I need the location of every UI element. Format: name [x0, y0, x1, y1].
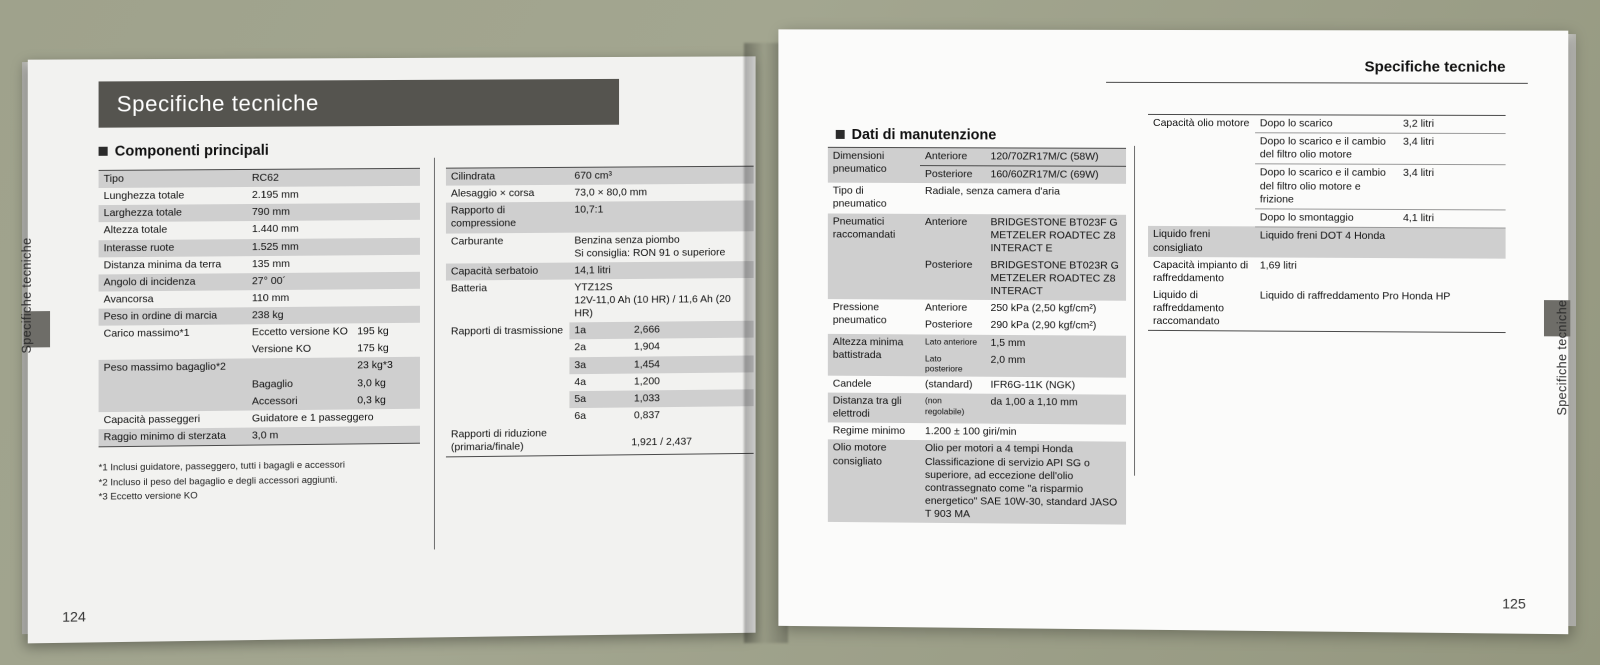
spec-label: Dimensioni pneumatico	[828, 147, 920, 183]
spec-label: Altezza minima battistrada	[828, 333, 920, 376]
spec-value: 3,4 litri	[1398, 165, 1506, 210]
spec-value: 2a 1,904	[574, 340, 660, 354]
right-column-divider	[1134, 146, 1135, 476]
table-row	[828, 183, 1126, 214]
table-row	[99, 168, 420, 188]
spec-label: Pressione pneumatico	[832, 301, 887, 327]
spec-sublabel: Anteriore	[924, 301, 968, 315]
spec-value: 160/60ZR17M/C (69W)	[986, 166, 1126, 184]
left-section-title-text: Componenti principali	[114, 142, 269, 160]
spec-value: 2,0 mm	[986, 351, 1126, 377]
open-book	[19, 18, 1570, 646]
right-page-header: Specifiche tecniche	[1364, 58, 1506, 76]
spec-label: Lunghezza totale	[103, 189, 185, 203]
spec-value: 5a 1,033	[569, 389, 753, 408]
spec-label: Liquido di raffreddamento raccomandato	[1148, 287, 1255, 332]
table-row	[828, 440, 1126, 525]
spec-label: Raggio minimo di sterzata	[99, 427, 247, 446]
spec-value: 238 kg	[247, 306, 420, 325]
spec-value: 1,69 litri	[1259, 259, 1297, 272]
spec-sublabel: Posteriore	[924, 318, 973, 332]
spec-value: Versione KO 175 kg	[251, 342, 389, 356]
spec-label: Capacità impianto di raffreddamento	[1153, 258, 1249, 285]
spec-label: Capacità serbatoio	[446, 262, 569, 280]
table-row	[446, 184, 754, 203]
spec-value: 6a 0,837	[574, 409, 660, 422]
spec-label: Liquido freni consigliato	[1148, 226, 1255, 257]
spec-label: Altezza totale	[103, 224, 168, 237]
right-page-header-rule	[1106, 82, 1528, 84]
spec-sublabel: Anteriore	[920, 148, 986, 166]
table-row	[828, 213, 1126, 258]
main-components-table-right	[446, 166, 754, 458]
spec-label: Peso in ordine di marcia	[99, 307, 247, 326]
spec-value: 1.525 mm	[247, 237, 420, 255]
right-page	[778, 29, 1568, 634]
spec-value: 4a 1,200	[574, 374, 660, 388]
left-footnotes	[99, 458, 420, 506]
footnote: *3 Eccetto versione KO	[98, 490, 198, 504]
spec-label: Interasse ruote	[99, 239, 247, 257]
spec-value: 14,1 litri	[569, 261, 753, 280]
left-page	[19, 56, 756, 643]
spec-label: Capacità olio motore	[1148, 114, 1255, 226]
spec-sublabel: Lato posteriore	[920, 351, 986, 377]
spec-value: 23 kg*3	[247, 357, 420, 376]
spec-label: Larghezza totale	[99, 204, 247, 222]
spec-value: 3,2 litri	[1398, 115, 1506, 134]
spec-value: 1a 2,666	[569, 321, 753, 340]
right-page-number: 125	[1502, 595, 1526, 612]
spec-value: 135 mm	[251, 257, 290, 270]
spec-sublabel: Lato anteriore	[920, 334, 986, 351]
table-row	[99, 426, 420, 447]
table-row	[1148, 114, 1506, 133]
table-row	[828, 299, 1126, 318]
table-row	[446, 201, 754, 233]
left-page-banner	[99, 79, 619, 128]
right-side-tab-label: Specifiche tecniche	[1555, 299, 1570, 416]
right-section-title	[836, 127, 997, 143]
spec-value: 110 mm	[251, 291, 290, 305]
spec-sublabel: Dopo lo scarico	[1255, 115, 1398, 134]
spec-sublabel: Dopo lo scarico e il cambio del filtro olio motore e frizione	[1255, 164, 1398, 209]
spec-label: Tipo	[99, 169, 247, 188]
spec-sublabel: Posteriore	[920, 166, 986, 184]
spec-value: 3a 1,454	[569, 355, 753, 374]
spec-value: Bagaglio 3,0 kg	[247, 374, 420, 393]
spec-label: Batteria	[450, 282, 488, 295]
spec-sublabel: Dopo lo scarico e il cambio del filtro olio motore	[1255, 133, 1398, 165]
table-row	[446, 166, 754, 186]
maintenance-table-left	[828, 147, 1126, 525]
table-row	[446, 423, 754, 457]
spec-sublabel: Anteriore	[920, 213, 986, 257]
spec-sublabel: Dopo lo smontaggio	[1255, 209, 1398, 228]
column-divider	[434, 158, 435, 550]
spec-label: Alesaggio × corsa	[450, 187, 535, 200]
spec-value: 290 kPa (2,90 kgf/cm²)	[990, 319, 1097, 332]
spec-value: 1.200 ± 100 giri/min	[924, 425, 1017, 439]
spec-value: RC62	[247, 168, 420, 187]
spec-label: Distanza minima da terra	[103, 258, 222, 272]
spec-sublabel: (non regolabile)	[920, 393, 986, 424]
table-row	[1148, 257, 1506, 289]
spec-value: Accessori 0,3 kg	[247, 391, 420, 410]
spec-label: Rapporti di trasmissione	[450, 324, 564, 338]
spec-value: 10,7:1	[569, 201, 753, 232]
spec-sublabel: Posteriore	[920, 257, 986, 301]
spec-sublabel: (standard)	[924, 378, 973, 391]
table-row	[828, 393, 1126, 425]
spec-value: Liquido freni DOT 4 Honda	[1255, 227, 1506, 259]
spec-value: Guidatore e 1 passeggero	[251, 410, 374, 425]
spec-value: 3,0 m	[247, 426, 420, 446]
table-row	[446, 231, 754, 264]
spec-label: Pneumatici raccomandati	[828, 213, 920, 300]
footnote: *2 Incluso il peso del bagaglio e degli accessori aggiunti.	[98, 474, 338, 489]
spec-label: Rapporti di riduzione (primaria/finale)	[446, 425, 569, 457]
spec-value: YTZ12S 12V-11,0 Ah (10 HR) / 11,6 Ah (20 HR)	[574, 281, 731, 320]
spec-label: Olio motore consigliato	[828, 440, 920, 523]
spec-value: 73,0 × 80,0 mm	[574, 186, 648, 199]
maintenance-table-right	[1148, 114, 1506, 333]
spec-value: 670 cm³	[569, 166, 753, 185]
spec-label: Carburante	[450, 234, 504, 248]
spec-value: 1.440 mm	[251, 223, 299, 236]
spec-value: 1,921 / 2,437	[569, 423, 753, 456]
spec-label: Carico massimo*1	[103, 327, 190, 340]
spec-value: 2.195 mm	[251, 188, 299, 202]
spec-label: Avancorsa	[103, 292, 154, 306]
spec-value: Benzina senza piombo Si consiglia: RON 91 o superiore	[574, 233, 726, 260]
footnote: *1 Inclusi guidatore, passeggero, tutti i bagagli e accessori	[98, 459, 346, 474]
bullet-square-icon-2	[836, 130, 845, 139]
spec-value: 3,4 litri	[1398, 133, 1506, 165]
left-banner-text: Specifiche tecniche	[116, 90, 319, 117]
table-row	[828, 147, 1126, 166]
spec-value: Liquido di raffreddamento Pro Honda HP	[1255, 287, 1506, 332]
bullet-square-icon	[99, 147, 108, 156]
spec-value: 27° 00´	[247, 272, 420, 291]
table-row	[1148, 287, 1506, 333]
spec-value: 1,5 mm	[986, 334, 1126, 352]
right-section-title-text: Dati di manutenzione	[851, 127, 997, 144]
table-row	[828, 376, 1126, 395]
main-components-table-left	[99, 168, 420, 506]
spec-value: BRIDGESTONE BT023F G METZELER ROADTEC Z8 INTERACT E	[986, 214, 1126, 258]
spec-value: 4,1 litri	[1398, 209, 1506, 228]
spec-label: Angolo di incidenza	[99, 273, 247, 291]
spec-value: BRIDGESTONE BT023R G METZELER ROADTEC Z8 INTERACT	[986, 257, 1126, 301]
spec-value: Eccetto versione KO 195 kg	[251, 325, 389, 339]
table-row	[1148, 226, 1506, 258]
spec-value: da 1,00 a 1,10 mm	[986, 394, 1126, 425]
spec-label: Candele	[832, 377, 872, 390]
left-section-title	[99, 143, 269, 160]
spec-label: Regime minimo	[832, 424, 906, 438]
table-row	[446, 278, 754, 324]
spec-label: Distanza tra gli elettrodi	[828, 393, 920, 424]
spec-value: 790 mm	[247, 203, 420, 221]
spec-label: Tipo di pneumatico	[832, 184, 887, 211]
spec-value: 250 kPa (2,50 kgf/cm²)	[990, 302, 1097, 315]
spec-label: Capacità passeggeri	[103, 412, 201, 426]
spec-value: IFR6G-11K (NGK)	[990, 378, 1076, 392]
left-side-tab-label: Specifiche tecniche	[19, 237, 34, 354]
spec-label: Peso massimo bagaglio*2	[99, 359, 247, 412]
left-page-number: 124	[62, 608, 86, 625]
spec-value: Radiale, senza camera d'aria	[924, 185, 1060, 198]
spec-label: Cilindrata	[446, 167, 569, 185]
spec-value: 120/70ZR17M/C (58W)	[986, 148, 1126, 167]
spec-label: Rapporto di compressione	[446, 202, 569, 233]
table-row	[828, 333, 1126, 352]
spec-value: Olio per motori a 4 tempi Honda Classificazione di servizio API SG o superiore, ad eccezione dell'olio contrassegnato come "a risparmio energetico" SAE 10W-30, standard JASO T 903 MA	[920, 440, 1126, 524]
